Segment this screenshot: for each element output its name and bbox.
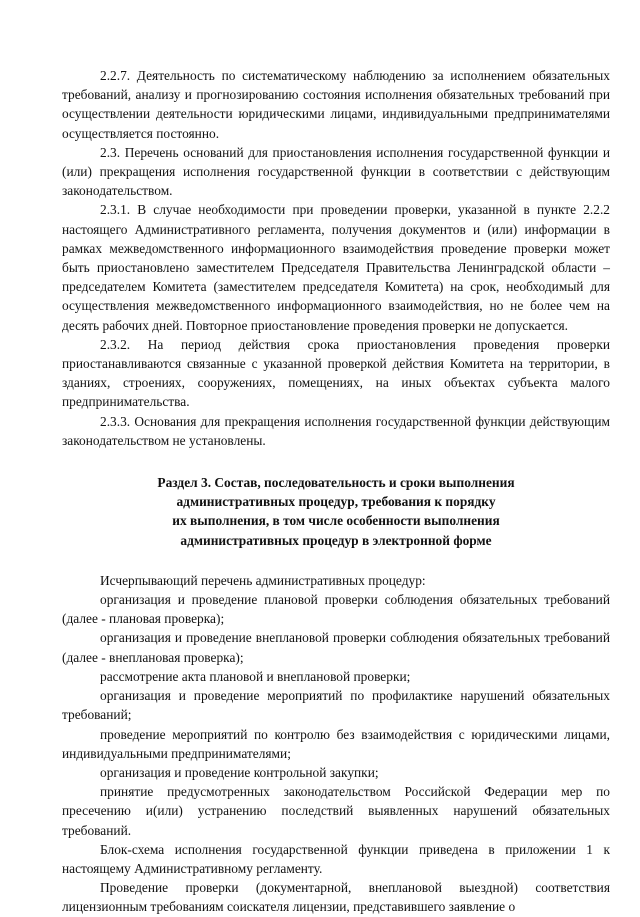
flowchart-reference: Блок-схема исполнения государственной функции приведена в приложении 1 к настоящему Административному регламенту. [62,841,610,876]
procedure-item: организация и проведение плановой проверки соблюдения обязательных требований (далее - плановая проверка); [62,592,610,627]
paragraph-2-2-7: 2.2.7. Деятельность по систематическому наблюдению за исполнением обязательных требований, анализу и прогнозированию состояния исполнения обязательных требований при осуществлении деятельности юридическими лицами, индивидуальными предпринимателями осуществляется постоянно. [62,68,610,141]
paragraph-2-3-3: 2.3.3. Основания для прекращения исполнения государственной функции действующим законодательством не установлены. [62,413,610,448]
document-body [62,66,610,917]
paragraph-2-3-1: 2.3.1. В случае необходимости при проведении проверки, указанной в пункте 2.2.2 настоящего Административного регламента, получения документов и (или) информации в рамках межведомственного информационного взаимодействия проведение проверки может быть приостановлено заместителем Председателя Правительства Ленинградской области – председателем Комитета (заместителем председателя Комитета) на срок, необходимый для осуществления межведомственного информационного взаимодействия, но не более чем на десять рабочих дней. Повторное приостановление проведения проверки не допускается. [62,202,610,333]
procedure-item: организация и проведение внеплановой проверки соблюдения обязательных требований (далее - внеплановая проверка); [62,630,610,665]
heading-line: Раздел 3. Состав, последовательность и сроки выполнения [157,475,515,491]
license-check-paragraph: Проведение проверки (документарной, внеплановой выездной) соответствия лицензионным требованиям соискателя лицензии, представившего заявление о [62,880,610,915]
procedure-item: проведение мероприятий по контролю без взаимодействия с юридическими лицами, индивидуальными предпринимателями; [62,726,610,761]
procedure-item: рассмотрение акта плановой и внеплановой проверки; [100,668,411,684]
heading-line: их выполнения, в том числе особенности выполнения [172,513,500,529]
paragraph-2-3-2: 2.3.2. На период действия срока приостановления проведения проверки приостанавливаются связанные с указанной проверкой действия Комитета на территории, в зданиях, строениях, сооружениях, помещениях, на иных объектах субъекта малого предпринимательства. [62,336,610,410]
procedure-item: организация и проведение контрольной закупки; [100,764,379,780]
heading-line: административных процедур в электронной форме [180,532,492,548]
section-3-heading [62,473,610,550]
procedure-item: принятие предусмотренных законодательством Российской Федерации мер по пресечению и(или) устранению последствий выявленных нарушений обязательных требований. [62,784,610,838]
procedure-item: организация и проведение мероприятий по профилактике нарушений обязательных требований; [62,688,610,723]
paragraph-2-3: 2.3. Перечень оснований для приостановления исполнения государственной функции и (или) прекращения исполнения государственной функции в соответствии с действующим законодательством. [62,144,610,199]
heading-line: административных процедур, требования к порядку [176,494,496,510]
procedures-intro: Исчерпывающий перечень административных процедур: [100,572,426,588]
